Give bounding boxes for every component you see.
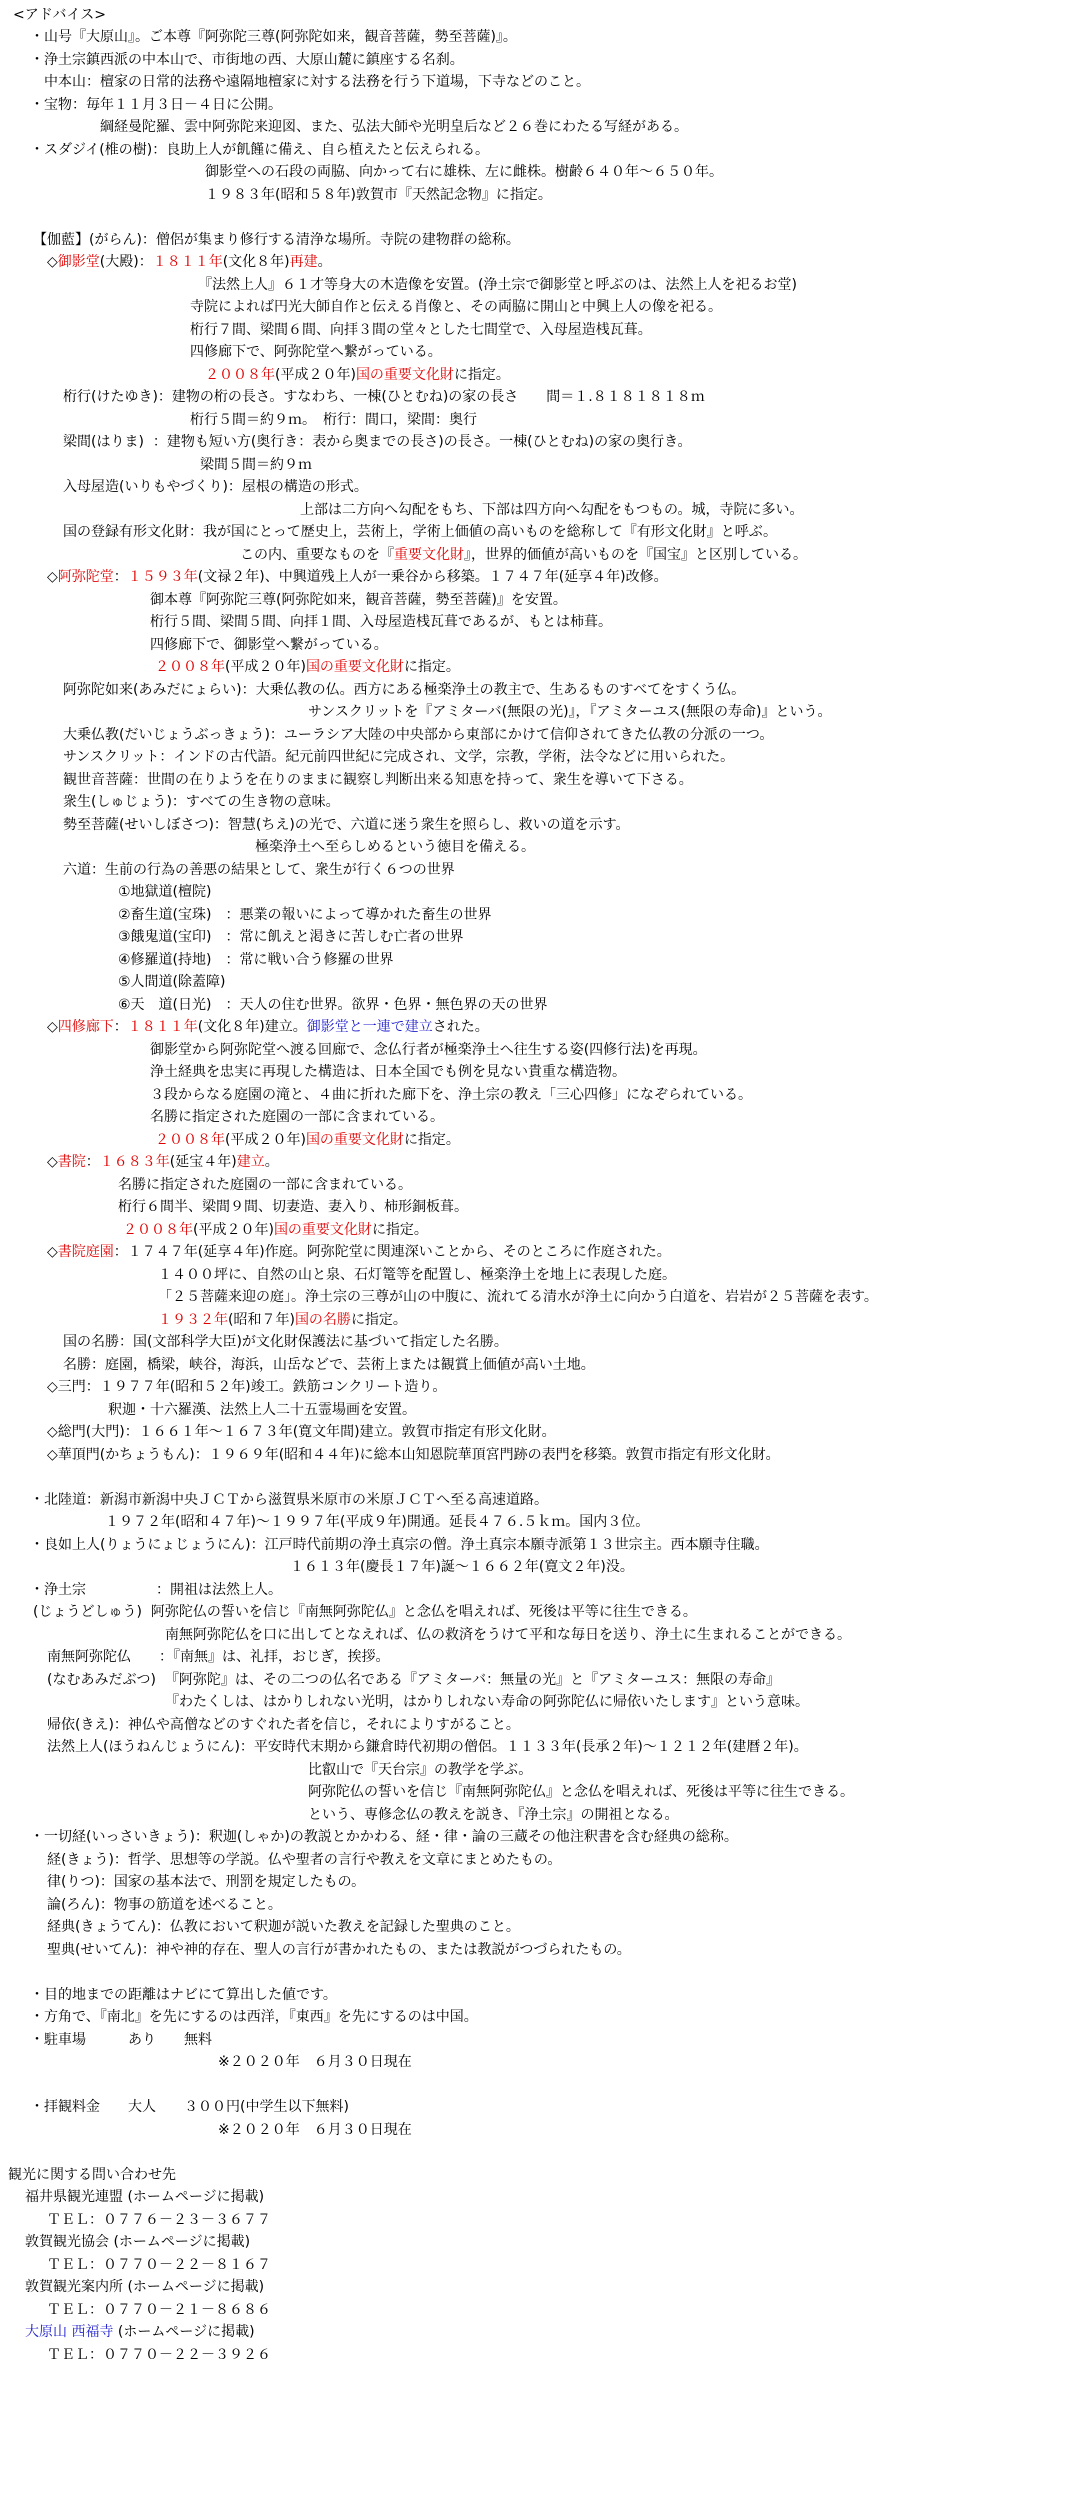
text-line [190,410,477,430]
text-line [30,2007,478,2027]
text-line [47,1647,389,1667]
line-text: 桁行(けたゆき)：建物の桁の長さ。すなわち、一棟(ひとむね)の家の長さ 間＝１.８１８１８１８ｍ [63,389,705,405]
text-line [30,95,282,115]
text-line [47,252,332,272]
text-line [47,1895,282,1915]
text-line [150,1085,752,1105]
highlight-red-text: 国の重要文化財 [355,367,454,383]
text-line [255,837,535,857]
line-text: に指定。 [403,1132,460,1148]
text-line [47,2300,271,2320]
line-text: 法然上人(ほうねんじょうにん)：平安時代末期から鎌倉時代初期の僧侶。１１３３年(長承２年)～１２１２年(建暦２年)。 [47,1739,808,1755]
text-line [33,230,520,250]
text-line [308,1782,854,1802]
line-text: 勢至菩薩(せいしぼさつ)：智慧(ちえ)の光で、六道に迷う衆生を照らし、救いの道を示す。 [63,817,630,833]
text-line [63,387,705,407]
line-text: 観光に関する問い合わせ先 [8,2167,176,2183]
line-text: 極楽浄土へ至らしめるという徳目を備える。 [255,839,535,855]
highlight-red-text: １８１１年 [127,1019,198,1035]
line-text: １９７２年(昭和４７年)～１９９７年(平成９年)開通。延長４７６.５ｋｍ。国内３位。 [105,1514,650,1530]
line-text: 桁行５間、梁間５間、向拝１間、入母屋造桟瓦葺であるが、もとは柿葺。 [150,614,612,630]
line-text: ◇ [47,1154,58,1170]
line-text: ・良如上人(りょうにょじょうにん)：江戸時代前期の浄土真宗の僧。浄土真宗本願寺派第１３世宗主。西本願寺住職。 [30,1537,769,1553]
text-line [150,1040,707,1060]
line-text: ①地獄道(檀院) [118,884,212,900]
text-line [8,2165,176,2185]
line-text: 福井県観光連盟 (ホームページに掲載) [25,2189,265,2205]
line-text: ・スダジイ(椎の樹)：良助上人が飢饉に備え、自ら植えたと伝えられる。 [30,142,490,158]
highlight-red-text: ２００８年 [123,1222,193,1238]
line-text: 浄土経典を忠実に再現した構造は、日本全国でも例を見ない貴重な構造物。 [150,1064,626,1080]
text-line [150,612,612,632]
line-text: ・宝物：毎年１１月３日－４日に公開。 [30,97,282,113]
text-line [150,635,388,655]
line-text: 名勝に指定された庭園の一部に含まれている。 [118,1177,412,1193]
line-text: ＴＥＬ：０７７０－２２－８１６７ [47,2257,271,2273]
line-text: された。 [432,1019,489,1035]
line-text: 六道：生前の行為の善悪の結果として、衆生が行く６つの世界 [63,862,455,878]
line-text: ＴＥＬ：０７７０－２１－８６８６ [47,2302,271,2318]
text-line [118,882,211,902]
text-line [30,1580,282,1600]
line-text: この内、重要なものを『 [240,547,394,563]
line-text: 釈迦・十六羅漢、法然上人二十五霊場画を安置。 [108,1402,416,1418]
line-text: 桁行７間、梁間６間、向拝３間の堂々とした七間堂で、入母屋造桟瓦葺。 [190,322,652,338]
line-text: １９８３年(昭和５８年)敦賀市『天然記念物』に指定。 [205,187,552,203]
line-text: ＴＥＬ：０７７０－２２－３９２６ [47,2347,271,2363]
line-text: <アドバイス> [13,7,107,23]
text-line [63,860,455,880]
line-text: ３段からなる庭園の滝と、４曲に折れた廊下を、浄土宗の教え「三心四修」になぞられている。 [150,1087,752,1103]
text-line [63,1332,508,1352]
line-text: 御本尊『阿弥陀三尊(阿弥陀如来，観音菩薩，勢至菩薩)』を安置。 [150,592,567,608]
line-text: 阿弥陀如来(あみだにょらい)：大乗仏教の仏。西方にある極楽浄土の教主で、生あるものすべてをすくう仏。 [63,682,746,698]
highlight-red-text: 書院庭園 [57,1244,114,1260]
text-line [205,185,552,205]
line-text: 帰依(きえ)：神仏や高僧などのすぐれた者を信じ，それによりすがること。 [47,1717,520,1733]
line-text: という、専修念仏の教えを説き、『浄土宗』の開祖となる。 [308,1807,679,1823]
text-line [47,1850,561,1870]
line-text: 。 [264,1154,279,1170]
highlight-blue-text: 御影堂と一連で建立 [306,1019,433,1035]
highlight-red-text: 四修廊下 [57,1019,114,1035]
line-text: (じょうどしゅう) 阿弥陀仏の誓いを信じ『南無阿弥陀仏』と念仏を唱えれば、死後は平等に往生できる。 [33,1604,697,1620]
highlight-blue-text: 大原山 西福寺 [25,2324,114,2340]
text-line [300,500,803,520]
line-text: 御影堂への石段の両脇、向かって右に雄株、左に雌株。樹齢６４０年～６５０年。 [205,164,723,180]
line-text: ： [113,1019,128,1035]
text-line [30,1985,337,2005]
line-text: ◇ [47,254,58,270]
line-text: (文禄２年)、中興道残上人が一乗谷から移築。１７４７年(延享４年)改修。 [197,569,668,585]
text-line [47,1242,671,1262]
line-text: サンスクリットを『アミターバ(無限の光)』，『アミターユス(無限の寿命)』という。 [308,704,832,720]
line-text: ・山号『大原山』。ご本尊『阿弥陀三尊(阿弥陀如来，観音菩薩，勢至菩薩)』。 [30,29,517,45]
line-text: ＴＥＬ：０７７６－２３－３６７７ [47,2212,271,2228]
line-text: ⑥天 道(日光) ：天人の住む世界。欲界・色界・無色界の天の世界 [118,997,548,1013]
text-line [47,1422,556,1442]
text-line [13,5,106,25]
line-text: ・方角で、『南北』を先にするのは西洋，『東西』を先にするのは中国。 [30,2009,478,2025]
line-text: (平成２０年) [225,1132,306,1148]
text-line [158,1310,407,1330]
line-text: (平成２０年) [225,659,306,675]
line-text: ・浄土宗 ：開祖は法然上人。 [30,1582,282,1598]
text-line [63,815,629,835]
text-line [63,770,693,790]
line-text: 衆生(しゅじょう)：すべての生き物の意味。 [63,794,340,810]
line-text: ④修羅道(持地) ：常に戦い合う修羅の世界 [118,952,394,968]
line-text: ③餓鬼道(宝印) ：常に飢えと渇きに苦しむ亡者の世界 [118,929,464,945]
text-line [63,477,368,497]
text-line [205,162,723,182]
text-line [25,2187,264,2207]
line-text: (文化８年) [222,254,290,270]
text-line [118,950,393,970]
text-line [308,702,831,722]
text-line [33,1602,697,1622]
line-text: ◇華頂門(かちょうもん)：１９６９年(昭和４４年)に総本山知恩院華頂宮門跡の表門を移築。敦賀市指定有形文化財。 [47,1447,780,1463]
line-text: (文化８年)建立。 [197,1019,307,1035]
line-text: 【伽藍】(がらん)：僧侶が集まり修行する清浄な場所。寺院の建物群の総称。 [33,232,520,248]
line-text: １４００坪に、自然の山と泉、石灯篭等を配置し、極楽浄土を地上に表現した庭。 [158,1267,676,1283]
line-text: ◇ [47,1019,58,1035]
line-text: ：１７４７年(延享４年)作庭。阿弥陀堂に関連深いことから、そのところに作庭された。 [113,1244,671,1260]
text-line [118,995,547,1015]
text-line [30,1827,738,1847]
line-text: 入母屋造(いりもやづくり)：屋根の構造の形式。 [63,479,368,495]
text-line [47,567,668,587]
highlight-red-text: 再建 [289,254,318,270]
line-text: ・浄土宗鎮西派の中本山で、市街地の西、大原山麓に鎮座する名刹。 [30,52,464,68]
line-text: に指定。 [350,1312,407,1328]
text-line [47,1940,631,1960]
text-line [47,2210,271,2230]
text-line [44,72,590,92]
line-text: ・一切経(いっさいきょう)：釈迦(しゃか)の教説とかかわる、経・律・論の三蔵その他注釈書を含む経典の総称。 [30,1829,738,1845]
line-text: に指定。 [403,659,460,675]
line-text: 桁行５間＝約９ｍ。 桁行：間口，梁間：奥行 [190,412,477,428]
text-line [100,117,688,137]
line-text: 。 [317,254,332,270]
text-line [198,275,797,295]
line-text: 敦賀観光案内所 (ホームページに掲載) [25,2279,265,2295]
line-text: に指定。 [371,1222,428,1238]
text-line [158,1265,676,1285]
line-text: ◇ [47,1244,58,1260]
text-line [25,2277,264,2297]
line-text: 御影堂から阿弥陀堂へ渡る回廊で、念仏行者が極楽浄土へ往生する姿(四修行法)を再現。 [150,1042,707,1058]
text-line [30,2097,349,2117]
line-text: (延宝４年) [169,1154,237,1170]
text-line [30,140,489,160]
line-text: １６１３年(慶長１７年)誕～１６６２年(寛文２年)没。 [290,1559,634,1575]
text-line [165,1692,809,1712]
highlight-red-text: 国の名勝 [294,1312,351,1328]
text-line [155,657,460,677]
line-text: ◇ [47,569,58,585]
line-text: 四修廊下で、御影堂へ繋がっている。 [150,637,388,653]
text-line [47,2255,271,2275]
line-text: (ホームページに掲載) [113,2324,255,2340]
line-text: 国の登録有形文化財：我が国にとって歴史上，芸術上，学術上価値の高いものを総称して『有形文化財』と呼ぶ。 [63,524,777,540]
line-text: 観世音菩薩：世間の在りようを在りのままに観察し判断出来る知恵を持って、衆生を導いて下さる。 [63,772,693,788]
text-line [25,2322,255,2342]
text-line [200,455,312,475]
line-text: 『法然上人』６１才等身大の木造像を安置。(浄土宗で御影堂と呼ぶのは、法然上人を祀るお堂) [198,277,797,293]
text-line [165,1625,851,1645]
line-text: ⑤人間道(除蓋障) [118,974,226,990]
line-text: ： [113,569,128,585]
text-line [63,792,340,812]
line-text: 四修廊下で、阿弥陀堂へ繋がっている。 [190,344,442,360]
text-line [155,1130,460,1150]
text-line [25,2232,250,2252]
text-line [108,1400,416,1420]
highlight-red-text: 国の重要文化財 [273,1222,372,1238]
line-text: 律(りつ)：国家の基本法で、刑罰を規定したもの。 [47,1874,366,1890]
text-line [150,1107,444,1127]
text-line [63,522,777,542]
text-line [30,50,464,70]
highlight-red-text: 国の重要文化財 [305,659,404,675]
text-line [308,1760,532,1780]
highlight-red-text: ２００８年 [155,659,225,675]
line-text: サンスクリット：インドの古代語。紀元前四世紀に完成され、文学，宗教，学術，法令などに用いられた。 [63,749,735,765]
text-line [105,1512,649,1532]
line-text: 梁間(はりま) ：建物も短い方(奥行き：表から奥までの長さ)の長さ。一棟(ひとむね)の家の奥行き。 [63,434,692,450]
text-line [218,2052,412,2072]
line-text: ・駐車場 あり 無料 [30,2032,212,2048]
line-text: ・北陸道：新潟市新潟中央ＪＣＴから滋賀県米原市の米原ＪＣＴへ至る高速道路。 [30,1492,548,1508]
line-text: (平成２０年) [193,1222,274,1238]
line-text: 名勝：庭園，橋梁，峡谷，海浜，山岳などで、芸術上または観賞上価値が高い土地。 [63,1357,595,1373]
line-text: (昭和７年) [228,1312,295,1328]
text-line [47,2345,271,2365]
text-line [190,320,652,340]
line-text: 』，世界的価値が高いものを『国宝』と区別している。 [464,547,807,563]
text-line [308,1805,678,1825]
highlight-red-text: １６８３年 [99,1154,170,1170]
text-line [30,1535,769,1555]
line-text: 南無阿弥陀仏 ：『南無』は、礼拝，おじぎ，挨拶。 [47,1649,390,1665]
text-line [47,1445,780,1465]
text-line [118,1197,468,1217]
text-line [150,1062,626,1082]
line-text: ②畜生道(宝珠) ：悪業の報いによって導かれた畜生の世界 [118,907,492,923]
line-text: 南無阿弥陀仏を口に出してとなえれば、仏の救済をうけて平和な毎日を送り、浄土に生まれることができる。 [165,1627,851,1643]
text-line [30,27,517,47]
highlight-red-text: 阿弥陀堂 [57,569,114,585]
line-text: 聖典(せいてん)：神や神的存在、聖人の言行が書かれたもの、または教説がつづられたもの。 [47,1942,631,1958]
line-text: 国の名勝：国(文部科学大臣)が文化財保護法に基づいて指定した名勝。 [63,1334,508,1350]
text-line [30,1490,548,1510]
text-line [47,1715,520,1735]
text-line [63,747,734,767]
text-line [118,1175,412,1195]
highlight-red-text: 御影堂 [57,254,100,270]
text-line [118,972,225,992]
line-text: ・目的地までの距離はナビにて算出した値です。 [30,1987,337,2003]
text-line [47,1917,520,1937]
text-line [123,1220,428,1240]
highlight-red-text: １８１１年 [152,254,223,270]
highlight-red-text: 書院 [57,1154,86,1170]
line-text: 桁行６間半、梁間９間、切妻造、妻入り、柿形銅板葺。 [118,1199,468,1215]
text-line [47,1670,780,1690]
line-text: 経典(きょうてん)：仏教において釈迦が説いた教えを記録した聖典のこと。 [47,1919,520,1935]
line-text: 阿弥陀仏の誓いを信じ『南無阿弥陀仏』と念仏を唱えれば、死後は平等に往生できる。 [308,1784,854,1800]
line-text: ： [85,1154,100,1170]
line-text: (なむあみだぶつ) 『阿弥陀』は、その二つの仏名である『アミターバ：無量の光』と『アミターユス：無限の寿命』 [47,1672,781,1688]
highlight-red-text: 重要文化財 [394,547,464,563]
line-text: ※２０２０年 ６月３０日現在 [218,2122,412,2138]
line-text: 敦賀観光協会 (ホームページに掲載) [25,2234,251,2250]
line-text: 梁間５間＝約９ｍ [200,457,312,473]
line-text: ※２０２０年 ６月３０日現在 [218,2054,412,2070]
text-line [150,590,567,610]
text-line [205,365,510,385]
text-line [47,1872,365,1892]
text-line [240,545,807,565]
line-text: 上部は二方向へ勾配をもち、下部は四方向へ勾配をもつもの。城，寺院に多い。 [300,502,804,518]
highlight-red-text: 国の重要文化財 [305,1132,404,1148]
text-line [47,1152,279,1172]
text-line [63,680,745,700]
line-text: 名勝に指定された庭園の一部に含まれている。 [150,1109,444,1125]
line-text: 論(ろん)：物事の筋道を述べること。 [47,1897,282,1913]
text-line [118,905,491,925]
highlight-red-text: 建立 [236,1154,265,1170]
line-text: に指定。 [453,367,510,383]
line-text: ・拝観料金 大人 ３００円(中学生以下無料) [30,2099,349,2115]
line-text: 寺院によれば円光大師自作と伝える肖像と、その両脇に開山と中興上人の像を祀る。 [190,299,722,315]
text-line [47,1737,808,1757]
line-text: 『わたくしは、はかりしれない光明，はかりしれない寿命の阿弥陀仏に帰依いたします』という意味。 [165,1694,809,1710]
line-text: 綱経曼陀羅、雲中阿弥陀来迎図、また、弘法大師や光明皇后など２６巻にわたる写経がある。 [100,119,688,135]
text-line [30,2030,212,2050]
line-text: ◇総門(大門)：１６６１年～１６７３年(寛文年間)建立。敦賀市指定有形文化財。 [47,1424,556,1440]
text-line [118,927,463,947]
text-line [63,432,692,452]
text-line [63,1355,595,1375]
line-text: (大殿)： [99,254,153,270]
line-text: 経(きょう)：哲学、思想等の学説。仏や聖者の言行や教えを文章にまとめたもの。 [47,1852,562,1868]
highlight-red-text: ２００８年 [205,367,275,383]
line-text: ◇三門：１９７７年(昭和５２年)竣工。鉄筋コンクリート造り。 [47,1379,447,1395]
text-line [158,1287,878,1307]
line-text: 中本山：檀家の日常的法務や遠隔地檀家に対する法務を行う下道場，下寺などのこと。 [44,74,590,90]
highlight-red-text: ２００８年 [155,1132,225,1148]
text-line [190,297,722,317]
highlight-red-text: １９３２年 [158,1312,228,1328]
text-line [63,725,773,745]
text-line [290,1557,634,1577]
line-text: 大乗仏教(だいじょうぶっきょう)：ユーラシア大陸の中央部から東部にかけて信仰されてきた仏教の分派の一つ。 [63,727,774,743]
line-text: 比叡山で『天台宗』の教学を学ぶ。 [308,1762,533,1778]
line-text: 「２５菩薩来迎の庭」。浄土宗の三尊が山の中腹に、流れてる清水が浄土に向かう白道を、岩岩が２５菩薩を表す。 [158,1289,878,1305]
text-line [47,1017,489,1037]
text-line [47,1377,446,1397]
text-line [190,342,442,362]
highlight-red-text: １５９３年 [127,569,198,585]
line-text: (平成２０年) [275,367,356,383]
text-line [218,2120,412,2140]
